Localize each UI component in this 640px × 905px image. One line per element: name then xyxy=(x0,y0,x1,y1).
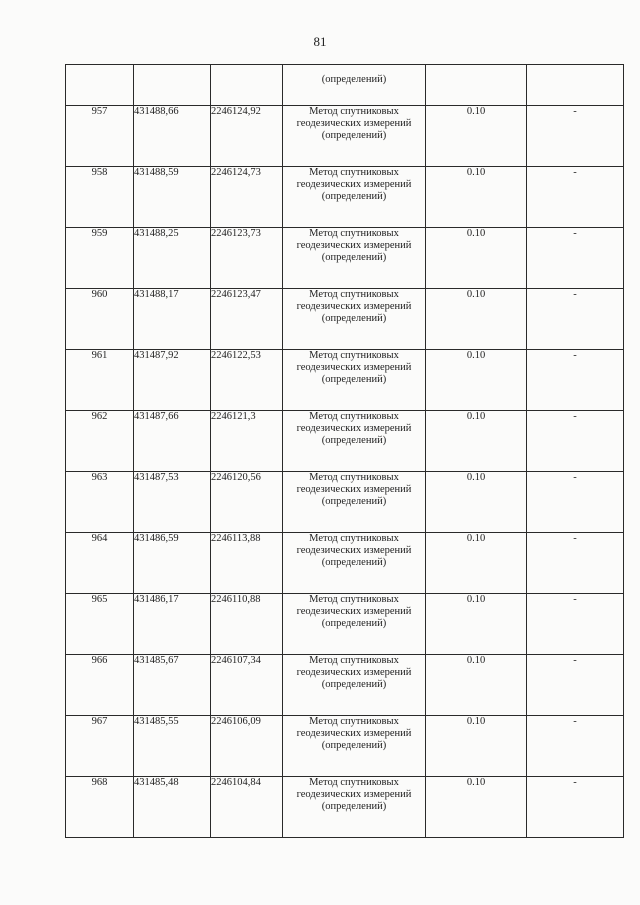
method-line: (определений) xyxy=(321,496,387,507)
x-coordinate-cell: 431486,59 xyxy=(134,533,211,594)
accuracy-cell: 0.10 xyxy=(426,472,527,533)
method-line: Метод спутниковых xyxy=(309,655,399,666)
method-line: Метод спутниковых xyxy=(309,472,399,483)
y-coordinate-cell: 2246120,56 xyxy=(211,472,283,533)
y-coordinate-cell: 2246104,84 xyxy=(211,777,283,838)
point-number-cell: 960 xyxy=(66,289,134,350)
method-line: геодезических измерений xyxy=(296,545,412,556)
method-line: геодезических измерений xyxy=(296,789,412,800)
method-line: Метод спутниковых xyxy=(309,228,399,239)
method-line: геодезических измерений xyxy=(296,606,412,617)
x-coordinate-cell: 431485,55 xyxy=(134,716,211,777)
x-coordinate-cell: 431488,25 xyxy=(134,228,211,289)
accuracy-cell: 0.10 xyxy=(426,716,527,777)
method-line: геодезических измерений xyxy=(296,667,412,678)
method-line: геодезических измерений xyxy=(296,240,412,251)
continuation-cell-description xyxy=(527,65,624,106)
table-row xyxy=(66,716,624,777)
accuracy-cell: 0.10 xyxy=(426,167,527,228)
description-cell: - xyxy=(527,167,624,228)
x-coordinate-cell: 431487,53 xyxy=(134,472,211,533)
y-coordinate-cell: 2246122,53 xyxy=(211,350,283,411)
y-coordinate-cell: 2246107,34 xyxy=(211,655,283,716)
method-line: (определений) xyxy=(321,679,387,690)
method-line: (определений) xyxy=(321,618,387,629)
point-number-cell: 964 xyxy=(66,533,134,594)
y-coordinate-cell: 2246124,73 xyxy=(211,167,283,228)
point-number-cell: 966 xyxy=(66,655,134,716)
continuation-cell-x xyxy=(134,65,211,106)
continuation-cell-y xyxy=(211,65,283,106)
description-cell: - xyxy=(527,472,624,533)
x-coordinate-cell: 431488,66 xyxy=(134,106,211,167)
accuracy-cell: 0.10 xyxy=(426,350,527,411)
continuation-cell-num xyxy=(66,65,134,106)
method-line: Метод спутниковых xyxy=(309,777,399,788)
y-coordinate-cell: 2246123,47 xyxy=(211,289,283,350)
table-row xyxy=(66,167,624,228)
method-line: Метод спутниковых xyxy=(309,411,399,422)
x-coordinate-cell: 431486,17 xyxy=(134,594,211,655)
accuracy-cell: 0.10 xyxy=(426,655,527,716)
x-coordinate-cell: 431485,48 xyxy=(134,777,211,838)
description-cell: - xyxy=(527,228,624,289)
method-line: геодезических измерений xyxy=(296,362,412,373)
table-row xyxy=(66,777,624,838)
method-cell xyxy=(283,594,426,655)
method-line: геодезических измерений xyxy=(296,728,412,739)
method-line: (определений) xyxy=(321,313,387,324)
method-line: Метод спутниковых xyxy=(309,594,399,605)
description-cell: - xyxy=(527,106,624,167)
method-cell xyxy=(283,411,426,472)
point-number-cell: 957 xyxy=(66,106,134,167)
method-line: геодезических измерений xyxy=(296,484,412,495)
method-line: Метод спутниковых xyxy=(309,289,399,300)
method-line: (определений) xyxy=(321,252,387,263)
point-number-cell: 968 xyxy=(66,777,134,838)
method-line: (определений) xyxy=(321,435,387,446)
table-row xyxy=(66,472,624,533)
accuracy-cell: 0.10 xyxy=(426,228,527,289)
y-coordinate-cell: 2246113,88 xyxy=(211,533,283,594)
accuracy-cell: 0.10 xyxy=(426,411,527,472)
description-cell: - xyxy=(527,655,624,716)
x-coordinate-cell: 431488,59 xyxy=(134,167,211,228)
continuation-cell-accuracy xyxy=(426,65,527,106)
y-coordinate-cell: 2246106,09 xyxy=(211,716,283,777)
y-coordinate-cell: 2246121,3 xyxy=(211,411,283,472)
x-coordinate-cell: 431487,66 xyxy=(134,411,211,472)
point-number-cell: 965 xyxy=(66,594,134,655)
y-coordinate-cell: 2246110,88 xyxy=(211,594,283,655)
point-number-cell: 967 xyxy=(66,716,134,777)
method-line: Метод спутниковых xyxy=(309,533,399,544)
method-line: (определений) xyxy=(321,130,387,141)
point-number-cell: 959 xyxy=(66,228,134,289)
page-number: 81 xyxy=(313,34,327,49)
continuation-cell-method: (определений) xyxy=(283,65,426,106)
method-cell xyxy=(283,777,426,838)
x-coordinate-cell: 431487,92 xyxy=(134,350,211,411)
method-cell xyxy=(283,228,426,289)
continuation-row xyxy=(66,65,624,106)
table-row xyxy=(66,411,624,472)
table-row xyxy=(66,228,624,289)
method-line: (определений) xyxy=(321,374,387,385)
method-line: (определений) xyxy=(321,801,387,812)
method-line: геодезических измерений xyxy=(296,301,412,312)
description-cell: - xyxy=(527,594,624,655)
table-row xyxy=(66,594,624,655)
point-number-cell: 961 xyxy=(66,350,134,411)
method-cell xyxy=(283,106,426,167)
y-coordinate-cell: 2246123,73 xyxy=(211,228,283,289)
table-row xyxy=(66,533,624,594)
method-cell xyxy=(283,289,426,350)
point-number-cell: 962 xyxy=(66,411,134,472)
accuracy-cell: 0.10 xyxy=(426,533,527,594)
x-coordinate-cell: 431488,17 xyxy=(134,289,211,350)
accuracy-cell: 0.10 xyxy=(426,594,527,655)
table-row xyxy=(66,655,624,716)
method-cell xyxy=(283,167,426,228)
method-line: геодезических измерений xyxy=(296,179,412,190)
accuracy-cell: 0.10 xyxy=(426,777,527,838)
method-line: Метод спутниковых xyxy=(309,716,399,727)
method-line: Метод спутниковых xyxy=(309,106,399,117)
table-row xyxy=(66,106,624,167)
method-line: геодезических измерений xyxy=(296,118,412,129)
description-cell: - xyxy=(527,777,624,838)
point-number-cell: 963 xyxy=(66,472,134,533)
coordinates-table xyxy=(65,64,624,838)
table-body xyxy=(66,65,624,838)
description-cell: - xyxy=(527,716,624,777)
x-coordinate-cell: 431485,67 xyxy=(134,655,211,716)
method-line: (определений) xyxy=(321,557,387,568)
method-line: Метод спутниковых xyxy=(309,350,399,361)
table-row xyxy=(66,289,624,350)
method-line: (определений) xyxy=(321,191,387,202)
description-cell: - xyxy=(527,411,624,472)
description-cell: - xyxy=(527,533,624,594)
method-cell xyxy=(283,350,426,411)
accuracy-cell: 0.10 xyxy=(426,289,527,350)
method-line: Метод спутниковых xyxy=(309,167,399,178)
description-cell: - xyxy=(527,350,624,411)
table-row xyxy=(66,350,624,411)
method-cell xyxy=(283,472,426,533)
method-line: (определений) xyxy=(321,740,387,751)
method-line: геодезических измерений xyxy=(296,423,412,434)
accuracy-cell: 0.10 xyxy=(426,106,527,167)
description-cell: - xyxy=(527,289,624,350)
y-coordinate-cell: 2246124,92 xyxy=(211,106,283,167)
method-cell xyxy=(283,655,426,716)
point-number-cell: 958 xyxy=(66,167,134,228)
method-cell xyxy=(283,716,426,777)
method-cell xyxy=(283,533,426,594)
